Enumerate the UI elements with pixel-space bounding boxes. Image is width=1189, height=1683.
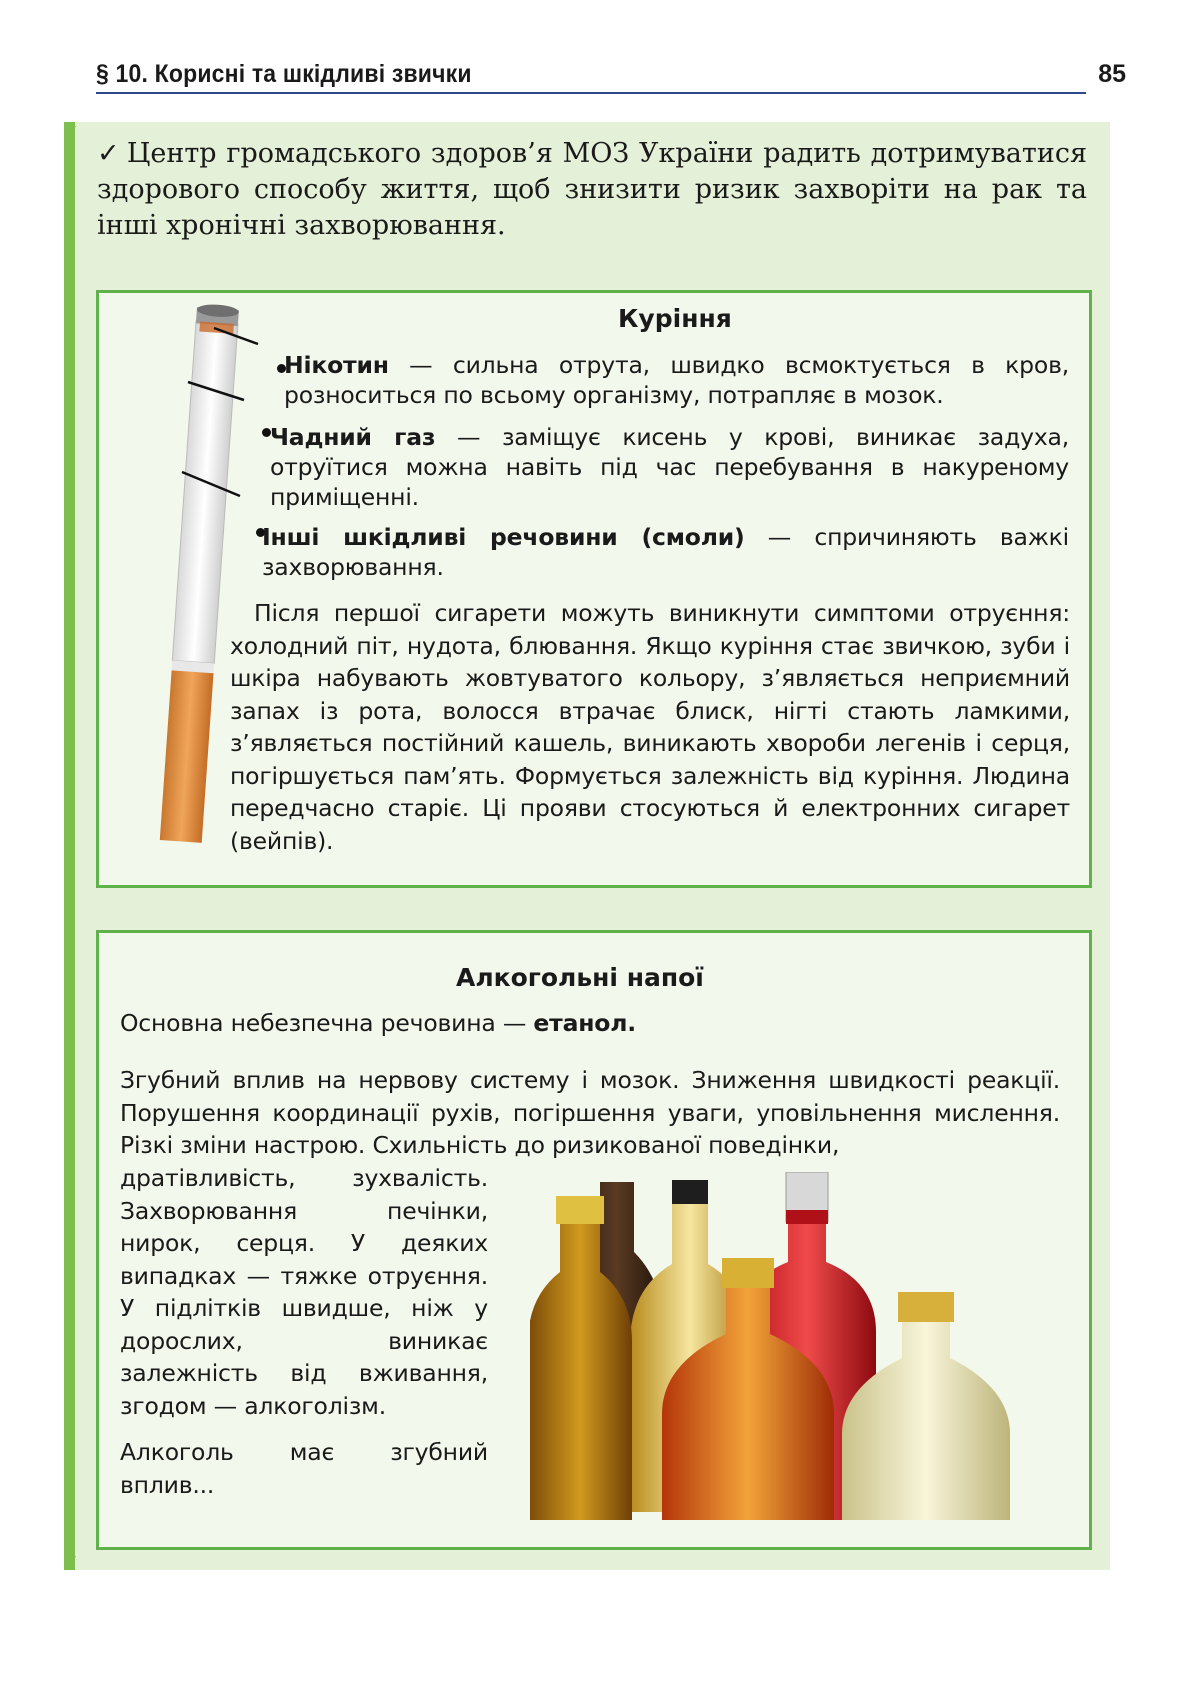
item-term: Чадний газ	[270, 423, 436, 451]
check-icon: ✓	[97, 138, 121, 169]
smoking-effects-paragraph: Після першої сигарети можуть виникнути симптоми отруєння: холодний піт, нудота, блювання. Якщо куріння стає звичкою, зуби і шкіра набувають жовтуватого кольору, з’являється неприємний запах із рота, волосся втрачає блиск, нігті стають ламкими, з’являється постійний кашель, виникають хвороби легенів і серця, погіршується пам’ять. Формується залежність від куріння. Людина передчасно старіє. Ці прояви стосуються й електронних сигарет (вейпів).	[230, 599, 1070, 855]
alcohol-effects-paragraph: Згубний вплив на нервову систему і мозок. Зниження швидкості реакції. Порушення координації рухів, погіршення уваги, уповільнення мислення. Різкі зміни настрою. Схильність до ризикованої поведінки,	[120, 1066, 1060, 1159]
alcohol-substance-line	[120, 1008, 1060, 1038]
substance-prefix: Основна небезпечна речовина —	[120, 1009, 534, 1037]
alcohol-title: Алкогольні напої	[456, 963, 704, 992]
page-header	[96, 58, 1126, 96]
item-text: — сильна отрута, швидко всмоктується в кров, розноситься по всьому організму, потрапляє в мозок.	[284, 351, 1069, 409]
bar-bottom-marker	[64, 1556, 76, 1566]
header-rule	[96, 92, 1086, 94]
panel-side-bar	[64, 122, 75, 1570]
bar-top-marker	[64, 126, 76, 136]
tar-item	[262, 522, 1069, 582]
nicotine-item	[284, 350, 1069, 410]
carbon-monoxide-item	[270, 422, 1069, 512]
item-term: Інші шкідливі речовини (смоли)	[262, 523, 745, 551]
alcohol-effects-continued: дратівливість, зухвалість. Захворювання печінки, нирок, серця. У деяких випадках — тяжке отруєння. У підлітків швидше, ніж у дорослих, виникає залежність від вживання, згодом — алкоголізм.	[120, 1164, 488, 1420]
substance-name: етанол.	[533, 1009, 636, 1037]
bottles-illustration	[530, 1172, 1050, 1520]
intro-paragraph	[97, 136, 1087, 244]
smoking-title: Куріння	[618, 304, 732, 333]
page-number: 85	[1098, 60, 1126, 88]
section-title: § 10. Корисні та шкідливі звички	[96, 60, 472, 88]
item-text: — спричиняють важкі захворювання.	[262, 523, 1069, 581]
item-term: Нікотин	[284, 351, 389, 379]
intro-text: Центр громадського здоров’я МОЗ України радить дотримуватися здорового способу життя, щоб знизити ризик захворіти на рак та інші хронічні захворювання.	[97, 138, 1087, 241]
alcohol-closing-paragraph: Алкоголь має згубний вплив...	[120, 1438, 488, 1499]
item-text: — заміщує кисень у крові, виникає задуха, отруїтися можна навіть під час перебування в накуреному приміщенні.	[270, 423, 1070, 511]
